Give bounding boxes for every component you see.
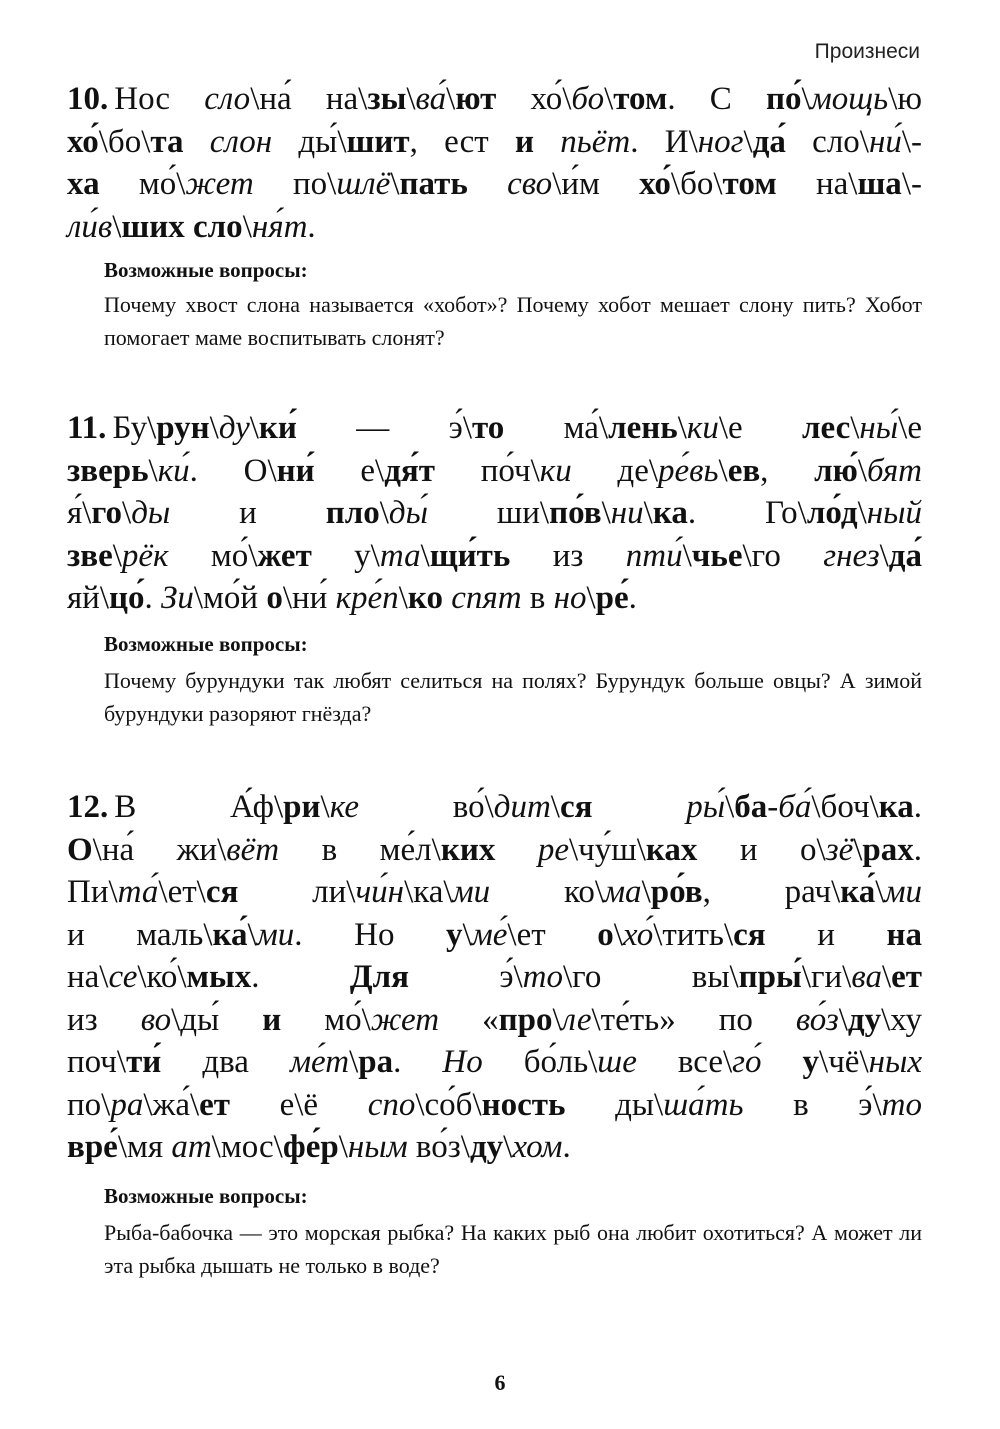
questions-text: Почему бурундуки так любят селиться на полях? Бурундук больше овцы? А зимой бурундуки разоряют гнёзда?: [104, 668, 922, 726]
exercise-11-text: 11. Бу\рун\ду\ки́ — э́\то ма́\лень\ки\е лес\ны́\е зверь\ки́. О\ни́ е\дя́т по́ч\ки де\ре́вь\ев, лю́\бят я́\го\ды и пло\ды́ ши\по́в\ни\ка. Го\ло́д\ный зве\рёк мо́\жет у\та\щи́ть из пти́\чье\го гнез\да́ яй\цо́. Зи\мо́й о\ни́ кре́п\ко спят в но\ре́.: [67, 410, 922, 616]
questions-title: Возможные вопросы:: [104, 1184, 308, 1208]
questions-text: Почему хвост слона называется «хобот»? Почему хобот мешает слону пить? Хобот помогает маме воспитывать слонят?: [104, 292, 922, 350]
running-head: Произнеси: [814, 40, 920, 63]
exercise-12-text: 12. В А́ф\ри\ке во́\дит\ся ры́\ба-ба́\боч\ка. О\на́ жи\вёт в ме́л\ких ре\чу́ш\ках и о\зё\рах. Пи\та́\ет\ся ли\чи́н\ка\ми ко\ма\ро́в, рач\ка́\ми и маль\ка́\ми. Но у\ме́\ет о\хо́\тить\ся и на на\се\ко́\мых. Для э́\то\го вы\пры́\ги\ва\ет из во\ды́ и мо́\жет «про\ле\те́ть» по во́з\ду\ху поч\ти́ два ме́т\ра. Но бо́ль\ше все\го́ у\чё\ных по\ра\жа́\ет е\ё спо\со́б\ность ды\ша́ть в э́\то вре́\мя ат\мос\фе́р\ным во́з\ду\хом.: [67, 789, 923, 1165]
exercise-number: 11.: [67, 410, 107, 446]
exercise-12: [67, 786, 922, 1169]
questions-title: Возможные вопросы:: [104, 258, 308, 282]
page-number: 6: [494, 1370, 506, 1395]
exercise-number: 12.: [67, 789, 109, 825]
exercise-11: [67, 407, 922, 620]
questions-title: Возможные вопросы:: [104, 632, 308, 656]
questions-text: Рыба-бабочка — это морская рыбка? На каких рыб она любит охотиться? А может ли эта рыбка дышать не только в воде?: [104, 1220, 922, 1278]
exercise-10: [67, 78, 922, 248]
exercise-number: 10.: [67, 81, 109, 117]
exercise-10-text: 10. Нос сло\на́ на\зы\ва́\ют хо́\бо\том. С по́\мощь\ю хо́\бо\та слон ды́\шит, ест и пьёт. И\ног\да́ сло\ни́\- ха мо́\жет по\шлё\пать сво\и́м хо́\бо\том на\ша\- ли́в\ших сло\ня́т.: [67, 81, 923, 245]
